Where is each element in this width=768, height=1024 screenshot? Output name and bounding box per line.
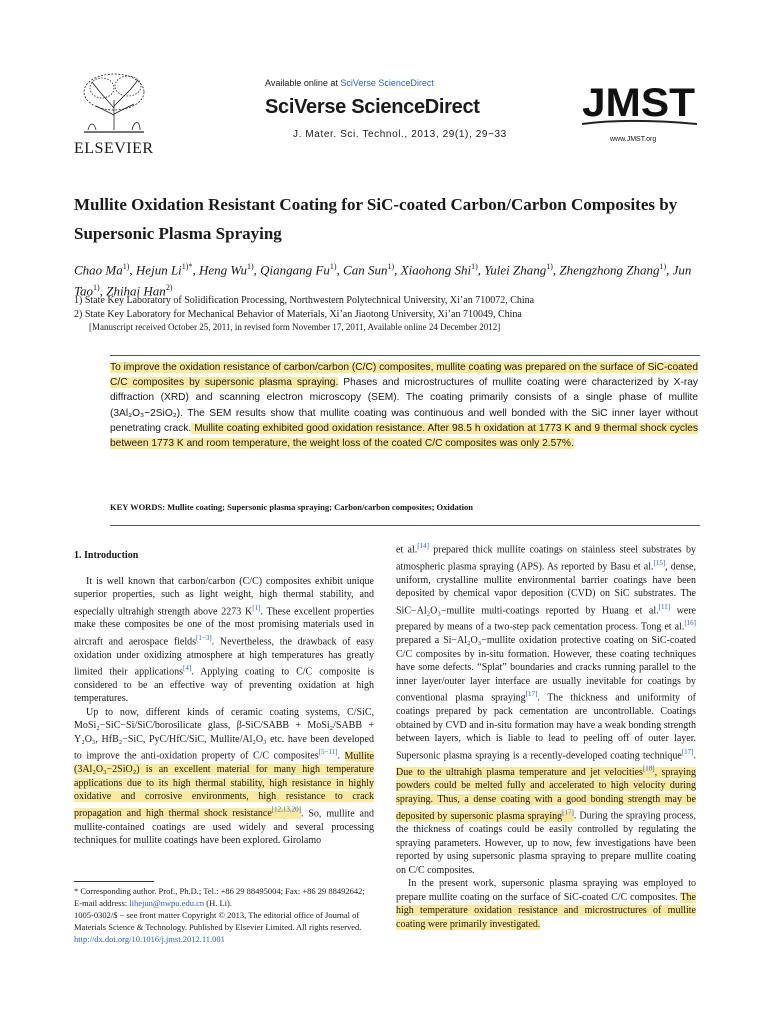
author-affiliation-marker: 1): [546, 262, 553, 271]
author-name: Xiaohong Shi: [400, 262, 472, 278]
author-name: Yulei Zhang: [484, 262, 547, 278]
abstract: [110, 360, 698, 451]
intro-paragraph-2: Up to now, different kinds of ceramic coating systems, C/SiC, MoSi₂−SiC−Si/SiC/borosilicate glass, β-SiC/SABB + MoSi₂/SABB + Y₂O₃, HfB₂−SiC, PyC/HfC/SiC, Mullite/Al₂O₃ etc. have been developed to improve the anti-oxidation property of C/C composites[5−11]. Mullite (3Al₂O₃−2SiO₂) is an excellent material for many high temperature applications due to its high thermal stability, high resistance in highly oxidative and corrosive environments, high resistance to crack propagation and high thermal shock resistance[12,13,20]. So, mullite and mullite-contained coatings are used widely and several processing techniques for mullite coatings have been explored. Girolamo: [74, 706, 374, 847]
intro-paragraph-1: It is well known that carbon/carbon (C/C) composites exhibit unique superior properties, such as light weight, high thermal stability, and especially ultrahigh strength above 2273 K[1]. These excellent properties make these composites be one of the most promising materials used in aircraft and aerospace fields[1−3]. Nevertheless, the drawback of easy oxidation under oxidizing atmosphere at high temperatures has greatly limited their applications[4]. Applying coating to C/C composite is considered to be an effective way of preventing oxidation at high temperatures.: [74, 575, 375, 705]
author-affiliation-marker: 1): [471, 262, 478, 271]
left-column: [74, 540, 374, 848]
intro-highlight: Mullite (3Al₂O₃−2SiO₂) is an excellent material for many high temperature applications due to its high thermal stability, high resistance in highly oxidative and corrosive environments, high resistance to crack propagation and high thermal shock resistance[12,13,20]: [74, 750, 374, 820]
author-affiliation-marker: 1): [93, 283, 100, 293]
abstract-highlight-1: To improve the oxidation resistance of carbon/carbon (C/C) composites, mullite coating was prepared on the surface of SiC-coated C/C composites by supersonic plasma spraying.: [110, 362, 698, 389]
citation-ref[interactable]: [14]: [417, 542, 429, 550]
citation-ref[interactable]: [17]: [525, 690, 538, 699]
abstract-bottom-rule: [110, 525, 700, 526]
citation-ref[interactable]: [11]: [658, 602, 671, 611]
affiliation-2: 2) State Key Laboratory for Mechanical Behavior of Materials, Xi’an Jiaotong University, Xi’an 710049, China: [74, 309, 522, 320]
author-name: Chao Ma: [74, 262, 123, 278]
intro-highlight: Due to the ultrahigh plasma temperature and jet velocities[18], spraying powders could be melted fully and accelerated to high velocity during spraying. Thus, a dense coating with a good bonding strength may be deposited by supersonic plasma spraying[17]: [396, 764, 696, 822]
journal-citation: J. Mater. Sci. Technol., 2013, 29(1), 29−33: [293, 129, 507, 140]
citation-ref[interactable]: [4]: [182, 664, 192, 673]
author-affiliation-marker: 1): [659, 262, 667, 271]
available-online: [265, 78, 434, 88]
email-link[interactable]: lihejun@nwpu.edu.cn: [129, 898, 205, 908]
author-affiliation-marker: 1)*: [181, 262, 193, 271]
author-name: Heng Wu: [198, 262, 247, 278]
citation-ref[interactable]: [1−3]: [196, 633, 212, 642]
doi-link[interactable]: http://dx.doi.org/10.1016/j.jmst.2012.11.001: [74, 934, 225, 944]
keywords-text: KEY WORDS: Mullite coating; Supersonic plasma spraying; Carbon/carbon composites; Oxidation: [110, 502, 473, 512]
author-affiliation-marker: 1): [387, 262, 395, 271]
author-affiliation-marker: 1): [122, 262, 130, 271]
author-affiliation-marker: 1): [247, 262, 254, 271]
author-name: Qiangang Fu: [260, 262, 330, 278]
author-affiliation-marker: 1): [329, 262, 337, 271]
copyright-note: 1005-0302/$ − see front matter Copyright © 2013, The editorial office of Journal of Materials Science & Technology. Published by Elsevier Limited. All rights reserved.: [74, 910, 362, 932]
jmst-logo-text: JMST: [582, 81, 695, 125]
citation-ref[interactable]: [17]: [562, 808, 574, 817]
author-name: Hejun Li: [135, 262, 182, 278]
abstract-highlight-2: Mullite coating exhibited good oxidation resistance. After 98.5 h oxidation at 1773 K and 9 thermal shock cycles between 1773 K and room temperature, the weight loss of the coated C/C composites was only 2.57%.: [110, 422, 698, 450]
author-name: Jun Tao: [74, 262, 692, 299]
citation-ref[interactable]: [15]: [653, 558, 666, 567]
author-name: Can Sun: [343, 262, 388, 278]
abstract-top-rule: [110, 355, 700, 356]
right-column: [396, 540, 696, 931]
author-list: Chao Ma$^{1)}$, Hejun $Li^{1)*}$, Heng Wu$^{1)}$, Qiangang Fu$^{1)}$, Can Sun$^{1)}$, Xiaohong Shi$^{1)}$, Yulei Zhang$^{1)}$, Zhengzhong Zhang$^{1)}$, Jun Tao$^{1)}$, Zhihai Han$^{2)}$: [74, 262, 692, 299]
citation-ref[interactable]: [18]: [642, 764, 655, 773]
jmst-logo: [582, 80, 697, 125]
intro-paragraph-3: et al.[14] prepared thick mullite coatings on stainless steel substrates by atmospheric plasma spraying (APS). As reported by Basu et al.[15], dense, uniform, crystalline mullite environmental barrier coatings have been deposited by chemical vapor deposition (CVD) on SiC substrates. The SiC−Al₂O₃−mullite multi-coatings reported by Huang et al.[11] were prepared by means of a two-step pack cementation process. Tong et al.[16] prepared a Si−Al₂O₃−mullite oxidation protective coating on SiC-coated C/C composites by in-situ formation. However, these coating techniques have some defects. “Splat” boundaries and cracks running parallel to the inner layer/outer layer interface are usually inevitable for coatings by conventional plasma spraying[17]. The thickness and uniformity of coatings prepared by pack cementation are uncontrollable. Coatings obtained by CVD and in-situ formation may have a weak bonding strength between layers, which is liable to lead to peeling off of outer layer. Supersonic plasma spraying is a recently-developed coating technique[17]. Due to the ultrahigh plasma temperature and jet velocities[18], spraying powders could be melted fully and accelerated to high velocity during spraying. Thus, a dense coating with a good bonding strength may be deposited by supersonic plasma spraying[17]. During the spraying process, the thickness of coatings could be easily controlled by regulating the spraying parameters. However, up to now, few investigations have been reported by using supersonic plasma spraying to prepare mullite coating on C/C composites.: [396, 542, 696, 876]
intro-paragraph-4: In the present work, supersonic plasma spraying was employed to prepare mullite coating on the surface of SiC-coated C/C composites. The high temperature oxidation resistance and microstructures of mullite coating were primarily investigated.: [396, 878, 696, 930]
elsevier-wordmark: ELSEVIER: [74, 140, 154, 157]
citation-ref[interactable]: [16]: [684, 619, 696, 628]
author-affiliation-marker: 2): [165, 283, 173, 293]
available-prefix: Available online at: [265, 78, 341, 88]
keywords: [110, 502, 700, 512]
intro-highlight: The high temperature oxidation resistance and microstructures of mullite coating were primarily investigated.: [396, 891, 696, 930]
abstract-text: Phases and microstructures of mullite coating were characterized by X-ray diffraction (XRD) and scanning electron microscopy (SEM). The coating primarily consists of a single phase of mullite (3Al₂O₃−2SiO₂). The SEM results show that mullite coating was continuous and well bonded with the SiC inner layer without penetrating crack.: [110, 377, 698, 434]
manuscript-dates: [Manuscript received October 25, 2011, in revised form November 17, 2011, Available online 24 December 2012]: [89, 322, 501, 332]
author-name: Zhengzhong Zhang: [559, 262, 660, 278]
footnotes: [74, 885, 374, 945]
jmst-url[interactable]: www.JMST.org: [610, 136, 657, 143]
section-heading-introduction: 1. Introduction: [74, 550, 139, 561]
citation-ref[interactable]: [12,13,20]: [271, 805, 301, 814]
footnote-rule: [74, 881, 154, 882]
paper-title: Mullite Oxidation Resistant Coating for SiC-coated Carbon/Carbon Composites by Supersonic Plasma Spraying: [74, 195, 678, 243]
affiliation-1: 1) State Key Laboratory of Solidification Processing, Northwestern Polytechnical University, Xi’an 710072, China: [74, 295, 535, 306]
corresponding-author-note: * Corresponding author. Prof., Ph.D.; Tel.: +86 29 88495004; Fax: +86 29 88492642; E-mail address: lihejun@nwpu.edu.cn (H. Li).: [74, 886, 365, 908]
sciverse-wordmark: SciVerse ScienceDirect: [265, 96, 480, 118]
sciencedirect-link[interactable]: SciVerse ScienceDirect: [340, 78, 434, 88]
citation-ref[interactable]: [5−11]: [318, 748, 338, 757]
citation-ref[interactable]: [1]: [252, 603, 261, 612]
author-name: Zhihai Han: [106, 283, 166, 299]
citation-ref[interactable]: [17]: [681, 747, 694, 756]
